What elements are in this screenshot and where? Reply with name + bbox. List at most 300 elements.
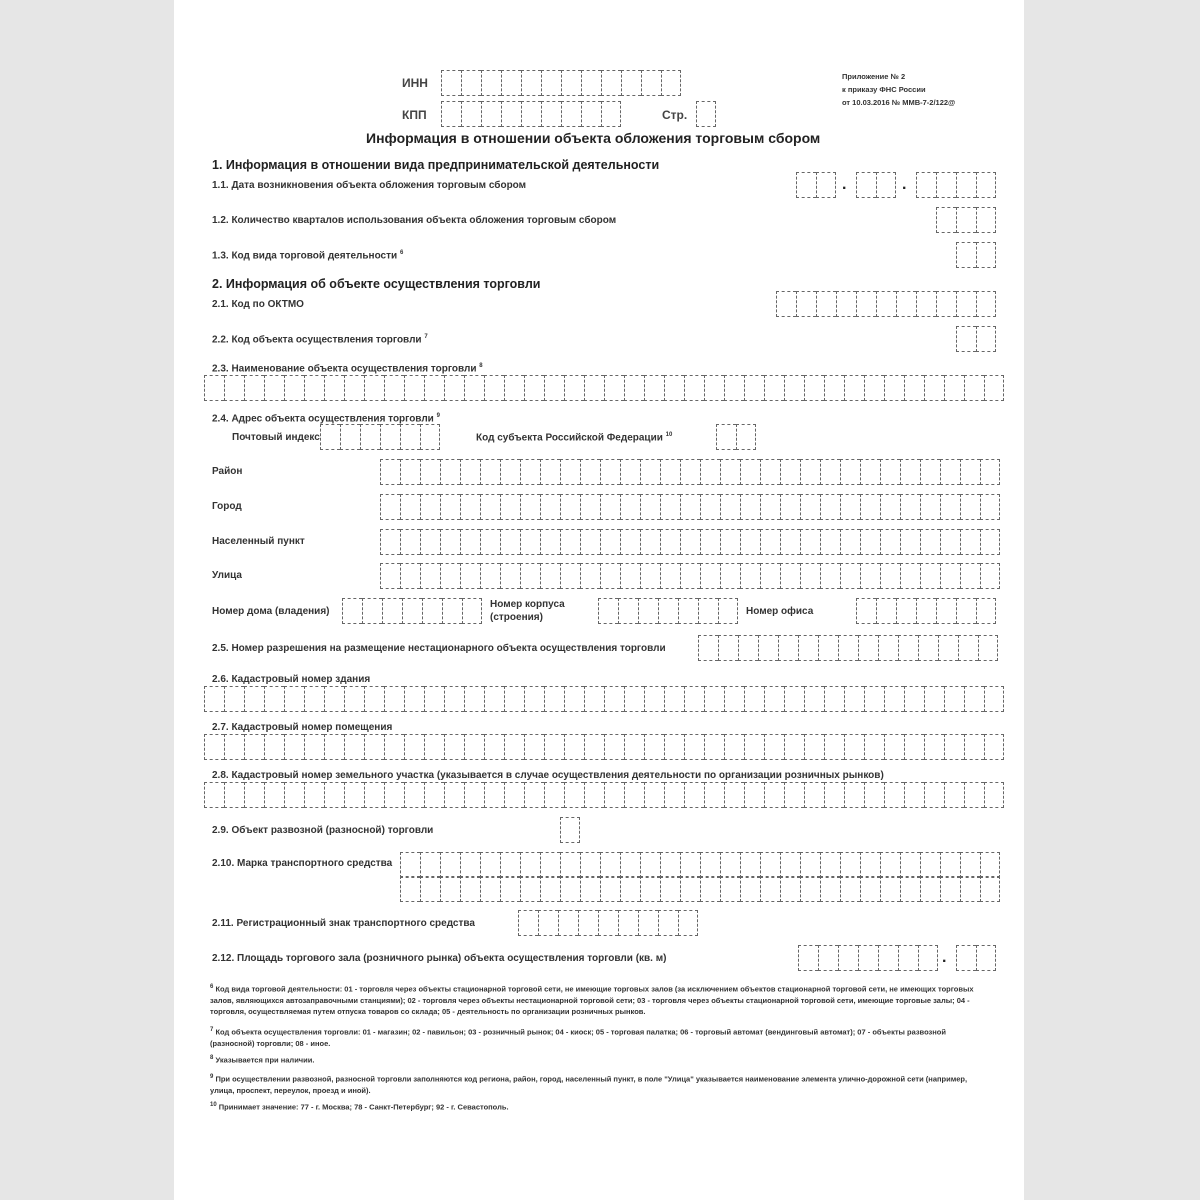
input-cell[interactable] — [560, 459, 580, 485]
input-cell[interactable] — [840, 459, 860, 485]
input-cell[interactable] — [400, 529, 420, 555]
input-cell[interactable] — [924, 686, 944, 712]
input-cell[interactable] — [760, 563, 780, 589]
input-cell[interactable] — [816, 172, 836, 198]
input-cell[interactable] — [400, 876, 420, 902]
input-cell[interactable] — [520, 876, 540, 902]
input-cell[interactable] — [744, 734, 764, 760]
input-cell[interactable] — [720, 529, 740, 555]
input-cell[interactable] — [540, 563, 560, 589]
input-cell[interactable] — [500, 876, 520, 902]
input-cell[interactable] — [956, 291, 976, 317]
input-cell[interactable] — [344, 734, 364, 760]
input-cell[interactable] — [204, 734, 224, 760]
input-cell[interactable] — [956, 598, 976, 624]
input-cell[interactable] — [976, 207, 996, 233]
oktmo-cells[interactable] — [776, 291, 996, 319]
input-cell[interactable] — [984, 734, 1004, 760]
input-cell[interactable] — [560, 494, 580, 520]
input-cell[interactable] — [780, 876, 800, 902]
input-cell[interactable] — [964, 686, 984, 712]
input-cell[interactable] — [658, 910, 678, 936]
input-cell[interactable] — [904, 782, 924, 808]
input-cell[interactable] — [360, 424, 380, 450]
input-cell[interactable] — [581, 101, 601, 127]
region-code-cells[interactable] — [716, 424, 756, 452]
input-cell[interactable] — [544, 782, 564, 808]
input-cell[interactable] — [480, 529, 500, 555]
input-cell[interactable] — [480, 459, 500, 485]
input-cell[interactable] — [480, 876, 500, 902]
input-cell[interactable] — [680, 494, 700, 520]
input-cell[interactable] — [698, 598, 718, 624]
object-code-cells[interactable] — [956, 326, 996, 354]
input-cell[interactable] — [540, 494, 560, 520]
input-cell[interactable] — [740, 876, 760, 902]
input-cell[interactable] — [876, 172, 896, 198]
input-cell[interactable] — [624, 782, 644, 808]
input-cell[interactable] — [464, 782, 484, 808]
input-cell[interactable] — [541, 101, 561, 127]
input-cell[interactable] — [404, 375, 424, 401]
input-cell[interactable] — [580, 529, 600, 555]
input-cell[interactable] — [380, 459, 400, 485]
input-cell[interactable] — [700, 529, 720, 555]
input-cell[interactable] — [382, 598, 402, 624]
input-cell[interactable] — [604, 734, 624, 760]
input-cell[interactable] — [224, 686, 244, 712]
input-cell[interactable] — [560, 876, 580, 902]
input-cell[interactable] — [624, 734, 644, 760]
input-cell[interactable] — [204, 375, 224, 401]
input-cell[interactable] — [461, 70, 481, 96]
input-cell[interactable] — [836, 291, 856, 317]
input-cell[interactable] — [538, 910, 558, 936]
input-cell[interactable] — [558, 910, 578, 936]
input-cell[interactable] — [760, 494, 780, 520]
input-cell[interactable] — [880, 494, 900, 520]
input-cell[interactable] — [304, 375, 324, 401]
input-cell[interactable] — [884, 375, 904, 401]
input-cell[interactable] — [224, 375, 244, 401]
input-cell[interactable] — [442, 598, 462, 624]
input-cell[interactable] — [780, 852, 800, 878]
input-cell[interactable] — [644, 686, 664, 712]
input-cell[interactable] — [420, 424, 440, 450]
input-cell[interactable] — [684, 375, 704, 401]
input-cell[interactable] — [880, 852, 900, 878]
input-cell[interactable] — [520, 494, 540, 520]
input-cell[interactable] — [500, 852, 520, 878]
input-cell[interactable] — [400, 459, 420, 485]
district-cells[interactable] — [380, 459, 1000, 487]
input-cell[interactable] — [544, 686, 564, 712]
input-cell[interactable] — [484, 375, 504, 401]
input-cell[interactable] — [804, 686, 824, 712]
input-cell[interactable] — [700, 459, 720, 485]
input-cell[interactable] — [424, 686, 444, 712]
input-cell[interactable] — [776, 291, 796, 317]
input-cell[interactable] — [904, 686, 924, 712]
office-cells[interactable] — [856, 598, 996, 626]
input-cell[interactable] — [618, 598, 638, 624]
input-cell[interactable] — [444, 686, 464, 712]
input-cell[interactable] — [560, 817, 580, 843]
input-cell[interactable] — [740, 852, 760, 878]
input-cell[interactable] — [916, 291, 936, 317]
input-cell[interactable] — [518, 910, 538, 936]
input-cell[interactable] — [604, 375, 624, 401]
input-cell[interactable] — [744, 375, 764, 401]
input-cell[interactable] — [884, 734, 904, 760]
input-cell[interactable] — [524, 375, 544, 401]
input-cell[interactable] — [380, 529, 400, 555]
input-cell[interactable] — [784, 782, 804, 808]
input-cell[interactable] — [560, 529, 580, 555]
input-cell[interactable] — [578, 910, 598, 936]
input-cell[interactable] — [698, 635, 718, 661]
input-cell[interactable] — [600, 876, 620, 902]
input-cell[interactable] — [620, 459, 640, 485]
input-cell[interactable] — [640, 494, 660, 520]
input-cell[interactable] — [638, 910, 658, 936]
input-cell[interactable] — [720, 876, 740, 902]
input-cell[interactable] — [660, 529, 680, 555]
input-cell[interactable] — [501, 70, 521, 96]
input-cell[interactable] — [244, 782, 264, 808]
input-cell[interactable] — [540, 459, 560, 485]
input-cell[interactable] — [600, 852, 620, 878]
input-cell[interactable] — [598, 598, 618, 624]
input-cell[interactable] — [520, 529, 540, 555]
input-cell[interactable] — [598, 910, 618, 936]
input-cell[interactable] — [204, 782, 224, 808]
input-cell[interactable] — [880, 876, 900, 902]
input-cell[interactable] — [976, 291, 996, 317]
input-cell[interactable] — [464, 686, 484, 712]
input-cell[interactable] — [584, 375, 604, 401]
input-cell[interactable] — [764, 375, 784, 401]
input-cell[interactable] — [640, 852, 660, 878]
input-cell[interactable] — [604, 686, 624, 712]
input-cell[interactable] — [704, 734, 724, 760]
input-cell[interactable] — [520, 563, 540, 589]
input-cell[interactable] — [444, 375, 464, 401]
input-cell[interactable] — [544, 734, 564, 760]
input-cell[interactable] — [564, 734, 584, 760]
input-cell[interactable] — [784, 686, 804, 712]
input-cell[interactable] — [984, 686, 1004, 712]
input-cell[interactable] — [840, 876, 860, 902]
input-cell[interactable] — [504, 375, 524, 401]
input-cell[interactable] — [464, 734, 484, 760]
input-cell[interactable] — [700, 494, 720, 520]
input-cell[interactable] — [800, 529, 820, 555]
input-cell[interactable] — [604, 782, 624, 808]
input-cell[interactable] — [584, 782, 604, 808]
input-cell[interactable] — [960, 852, 980, 878]
input-cell[interactable] — [224, 734, 244, 760]
input-cell[interactable] — [461, 101, 481, 127]
input-cell[interactable] — [920, 494, 940, 520]
input-cell[interactable] — [944, 782, 964, 808]
building-cells[interactable] — [598, 598, 738, 626]
input-cell[interactable] — [320, 424, 340, 450]
input-cell[interactable] — [638, 598, 658, 624]
input-cell[interactable] — [720, 494, 740, 520]
input-cell[interactable] — [540, 529, 560, 555]
input-cell[interactable] — [818, 635, 838, 661]
input-cell[interactable] — [856, 598, 876, 624]
input-cell[interactable] — [820, 494, 840, 520]
input-cell[interactable] — [824, 734, 844, 760]
input-cell[interactable] — [484, 782, 504, 808]
input-cell[interactable] — [980, 459, 1000, 485]
input-cell[interactable] — [444, 734, 464, 760]
date-year-cells[interactable] — [916, 172, 996, 200]
input-cell[interactable] — [504, 734, 524, 760]
input-cell[interactable] — [364, 375, 384, 401]
input-cell[interactable] — [364, 686, 384, 712]
input-cell[interactable] — [420, 852, 440, 878]
input-cell[interactable] — [600, 563, 620, 589]
input-cell[interactable] — [680, 876, 700, 902]
input-cell[interactable] — [860, 563, 880, 589]
input-cell[interactable] — [560, 563, 580, 589]
input-cell[interactable] — [680, 529, 700, 555]
input-cell[interactable] — [600, 459, 620, 485]
input-cell[interactable] — [680, 852, 700, 878]
input-cell[interactable] — [680, 563, 700, 589]
input-cell[interactable] — [420, 529, 440, 555]
input-cell[interactable] — [264, 734, 284, 760]
input-cell[interactable] — [960, 459, 980, 485]
input-cell[interactable] — [380, 563, 400, 589]
input-cell[interactable] — [856, 291, 876, 317]
input-cell[interactable] — [956, 945, 976, 971]
input-cell[interactable] — [480, 852, 500, 878]
input-cell[interactable] — [976, 598, 996, 624]
input-cell[interactable] — [920, 459, 940, 485]
input-cell[interactable] — [460, 459, 480, 485]
input-cell[interactable] — [878, 945, 898, 971]
input-cell[interactable] — [464, 375, 484, 401]
input-cell[interactable] — [600, 529, 620, 555]
input-cell[interactable] — [481, 70, 501, 96]
input-cell[interactable] — [740, 459, 760, 485]
input-cell[interactable] — [760, 529, 780, 555]
input-cell[interactable] — [818, 945, 838, 971]
vehicle-brand-cells-row2[interactable] — [400, 876, 1000, 904]
input-cell[interactable] — [784, 734, 804, 760]
input-cell[interactable] — [858, 635, 878, 661]
input-cell[interactable] — [980, 852, 1000, 878]
vehicle-plate-cells[interactable] — [518, 910, 698, 938]
input-cell[interactable] — [541, 70, 561, 96]
input-cell[interactable] — [364, 782, 384, 808]
input-cell[interactable] — [362, 598, 382, 624]
input-cell[interactable] — [918, 945, 938, 971]
input-cell[interactable] — [484, 734, 504, 760]
input-cell[interactable] — [900, 459, 920, 485]
input-cell[interactable] — [844, 734, 864, 760]
input-cell[interactable] — [504, 686, 524, 712]
input-cell[interactable] — [580, 494, 600, 520]
input-cell[interactable] — [798, 945, 818, 971]
input-cell[interactable] — [624, 375, 644, 401]
premises-cadastral-cells[interactable] — [204, 734, 1004, 762]
input-cell[interactable] — [640, 529, 660, 555]
date-month-cells[interactable] — [856, 172, 896, 200]
input-cell[interactable] — [980, 563, 1000, 589]
input-cell[interactable] — [344, 782, 364, 808]
input-cell[interactable] — [860, 529, 880, 555]
input-cell[interactable] — [460, 852, 480, 878]
input-cell[interactable] — [460, 494, 480, 520]
input-cell[interactable] — [800, 876, 820, 902]
input-cell[interactable] — [796, 291, 816, 317]
input-cell[interactable] — [580, 852, 600, 878]
input-cell[interactable] — [380, 424, 400, 450]
input-cell[interactable] — [678, 598, 698, 624]
input-cell[interactable] — [581, 70, 601, 96]
input-cell[interactable] — [800, 494, 820, 520]
input-cell[interactable] — [956, 326, 976, 352]
input-cell[interactable] — [601, 101, 621, 127]
input-cell[interactable] — [820, 876, 840, 902]
input-cell[interactable] — [718, 635, 738, 661]
input-cell[interactable] — [384, 782, 404, 808]
input-cell[interactable] — [804, 375, 824, 401]
input-cell[interactable] — [780, 459, 800, 485]
input-cell[interactable] — [980, 876, 1000, 902]
input-cell[interactable] — [764, 734, 784, 760]
input-cell[interactable] — [441, 70, 461, 96]
input-cell[interactable] — [936, 172, 956, 198]
input-cell[interactable] — [840, 494, 860, 520]
input-cell[interactable] — [960, 529, 980, 555]
input-cell[interactable] — [500, 529, 520, 555]
input-cell[interactable] — [720, 563, 740, 589]
input-cell[interactable] — [660, 459, 680, 485]
input-cell[interactable] — [764, 782, 784, 808]
input-cell[interactable] — [440, 852, 460, 878]
input-cell[interactable] — [758, 635, 778, 661]
input-cell[interactable] — [938, 635, 958, 661]
input-cell[interactable] — [384, 734, 404, 760]
input-cell[interactable] — [520, 852, 540, 878]
input-cell[interactable] — [704, 782, 724, 808]
input-cell[interactable] — [800, 459, 820, 485]
input-cell[interactable] — [684, 734, 704, 760]
input-cell[interactable] — [620, 494, 640, 520]
input-cell[interactable] — [964, 782, 984, 808]
input-cell[interactable] — [876, 291, 896, 317]
input-cell[interactable] — [798, 635, 818, 661]
postal-cells[interactable] — [320, 424, 440, 452]
input-cell[interactable] — [784, 375, 804, 401]
input-cell[interactable] — [820, 529, 840, 555]
input-cell[interactable] — [720, 459, 740, 485]
input-cell[interactable] — [664, 686, 684, 712]
input-cell[interactable] — [744, 686, 764, 712]
input-cell[interactable] — [544, 375, 564, 401]
input-cell[interactable] — [940, 494, 960, 520]
input-cell[interactable] — [816, 291, 836, 317]
input-cell[interactable] — [204, 686, 224, 712]
input-cell[interactable] — [898, 635, 918, 661]
input-cell[interactable] — [640, 563, 660, 589]
input-cell[interactable] — [824, 686, 844, 712]
input-cell[interactable] — [916, 598, 936, 624]
input-cell[interactable] — [284, 782, 304, 808]
input-cell[interactable] — [500, 563, 520, 589]
input-cell[interactable] — [696, 101, 716, 127]
input-cell[interactable] — [920, 876, 940, 902]
input-cell[interactable] — [564, 375, 584, 401]
input-cell[interactable] — [224, 782, 244, 808]
object-name-cells[interactable] — [204, 375, 1004, 403]
input-cell[interactable] — [940, 852, 960, 878]
input-cell[interactable] — [844, 686, 864, 712]
input-cell[interactable] — [944, 375, 964, 401]
input-cell[interactable] — [916, 172, 936, 198]
kpp-cells[interactable] — [441, 101, 621, 129]
input-cell[interactable] — [344, 375, 364, 401]
input-cell[interactable] — [840, 563, 860, 589]
input-cell[interactable] — [960, 876, 980, 902]
input-cell[interactable] — [664, 782, 684, 808]
input-cell[interactable] — [780, 494, 800, 520]
input-cell[interactable] — [244, 734, 264, 760]
input-cell[interactable] — [324, 686, 344, 712]
input-cell[interactable] — [658, 598, 678, 624]
input-cell[interactable] — [444, 782, 464, 808]
input-cell[interactable] — [904, 375, 924, 401]
input-cell[interactable] — [601, 70, 621, 96]
input-cell[interactable] — [420, 459, 440, 485]
input-cell[interactable] — [424, 782, 444, 808]
input-cell[interactable] — [580, 563, 600, 589]
input-cell[interactable] — [956, 242, 976, 268]
input-cell[interactable] — [724, 782, 744, 808]
input-cell[interactable] — [880, 563, 900, 589]
quarters-cells[interactable] — [936, 207, 996, 235]
input-cell[interactable] — [304, 782, 324, 808]
input-cell[interactable] — [420, 876, 440, 902]
input-cell[interactable] — [956, 207, 976, 233]
input-cell[interactable] — [400, 424, 420, 450]
input-cell[interactable] — [524, 782, 544, 808]
input-cell[interactable] — [460, 529, 480, 555]
input-cell[interactable] — [920, 563, 940, 589]
input-cell[interactable] — [964, 375, 984, 401]
input-cell[interactable] — [600, 494, 620, 520]
input-cell[interactable] — [244, 686, 264, 712]
input-cell[interactable] — [618, 910, 638, 936]
input-cell[interactable] — [984, 782, 1004, 808]
input-cell[interactable] — [764, 686, 784, 712]
input-cell[interactable] — [700, 876, 720, 902]
input-cell[interactable] — [724, 734, 744, 760]
date-day-cells[interactable] — [796, 172, 836, 200]
input-cell[interactable] — [284, 375, 304, 401]
input-cell[interactable] — [820, 563, 840, 589]
input-cell[interactable] — [264, 375, 284, 401]
area-fraction-cells[interactable] — [956, 945, 996, 973]
input-cell[interactable] — [620, 852, 640, 878]
input-cell[interactable] — [400, 494, 420, 520]
